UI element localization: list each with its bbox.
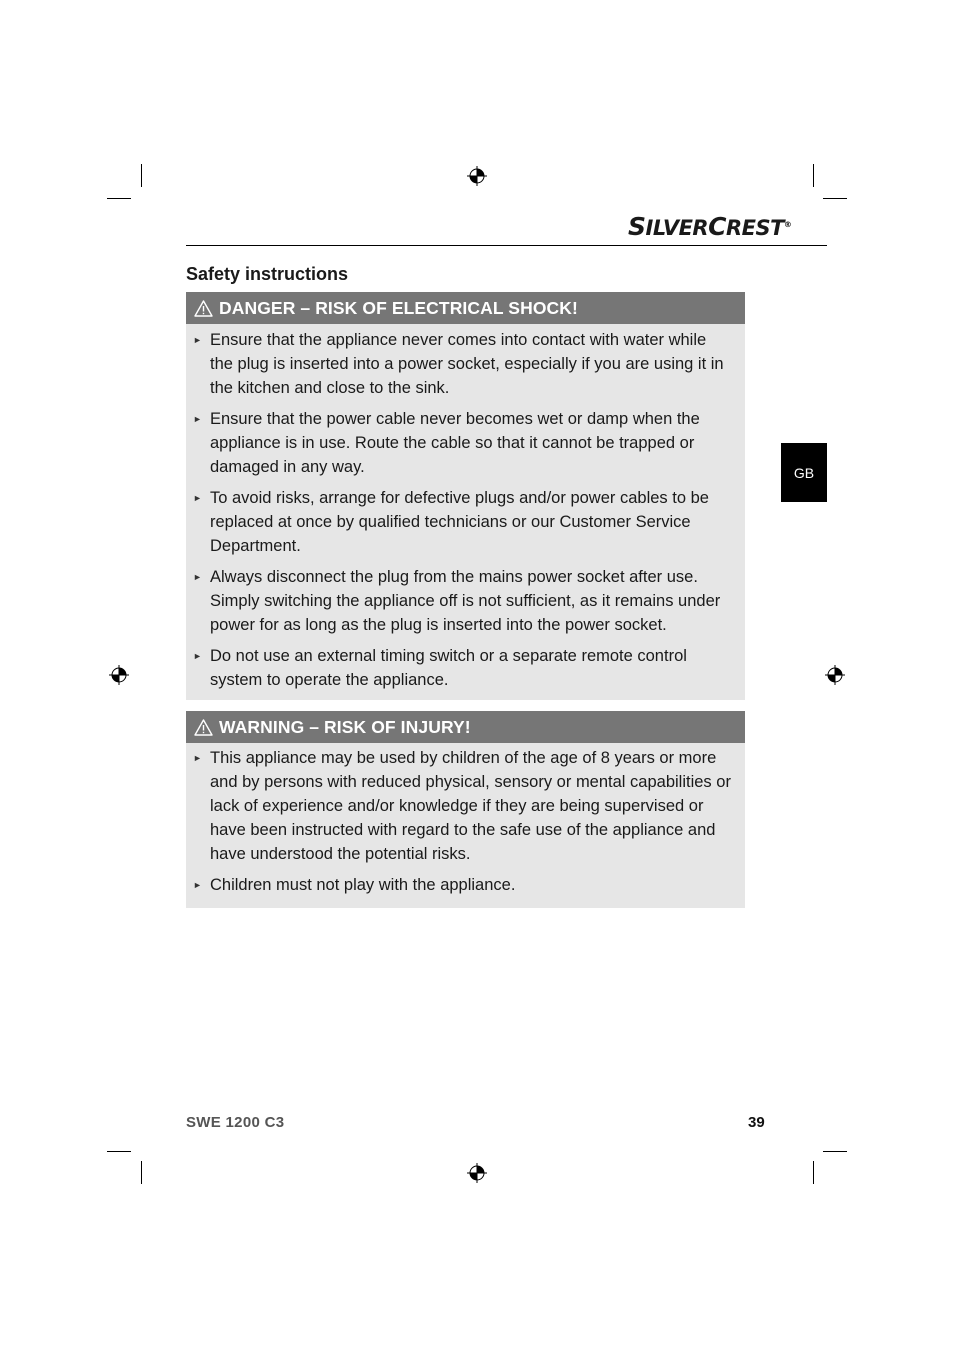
registration-mark-icon (467, 1163, 487, 1183)
list-item: ► Children must not play with the appliance. (186, 873, 731, 897)
brand-logo: SILVERCREST® (628, 212, 792, 241)
registration-mark-icon (109, 665, 129, 685)
list-item: ► This appliance may be used by children of the age of 8 years or more and by persons with reduced physical, sensory or mental capabilities or lack of experience and/or knowledge if they are being supervised or have been instructed with regard to the safe use of the appliance and have understood the potential risks. (186, 746, 731, 866)
crop-mark (813, 164, 814, 187)
registration-mark-icon (825, 665, 845, 685)
triangle-right-icon: ► (193, 335, 202, 345)
registration-mark-icon (467, 166, 487, 186)
triangle-right-icon: ► (193, 414, 202, 424)
warning-box (186, 711, 745, 908)
header-rule (186, 245, 827, 246)
warning-list (186, 711, 731, 904)
section-title: Safety instructions (186, 264, 349, 284)
danger-box (186, 292, 745, 700)
crop-mark (107, 198, 131, 199)
crop-mark (813, 1161, 814, 1184)
crop-mark (141, 164, 142, 187)
list-item: ► To avoid risks, arrange for defective plugs and/or power cables to be replaced at once by qualified technicians or our Customer Service Department. (186, 486, 731, 558)
list-item: ► Do not use an external timing switch or a separate remote control system to operate the appliance. (186, 644, 731, 692)
triangle-right-icon: ► (193, 493, 202, 503)
language-tab: GB (781, 443, 827, 502)
triangle-right-icon: ► (193, 753, 202, 763)
crop-mark (823, 198, 847, 199)
list-item: ► Ensure that the appliance never comes into contact with water while the plug is inserted into a power socket, especially if you are using it in the kitchen and close to the sink. (186, 328, 731, 400)
triangle-right-icon: ► (193, 651, 202, 661)
list-item: ► Ensure that the power cable never becomes wet or damp when the appliance is in use. Route the cable so that it cannot be trapped or damaged in any way. (186, 407, 731, 479)
crop-mark (141, 1161, 142, 1184)
triangle-right-icon: ► (193, 572, 202, 582)
page-number: 39 (748, 1114, 765, 1131)
crop-mark (107, 1151, 131, 1152)
triangle-right-icon: ► (193, 880, 202, 890)
danger-box-title: DANGER – RISK OF ELECTRICAL SHOCK! (219, 297, 578, 318)
danger-list (186, 292, 731, 699)
warning-box-title: WARNING – RISK OF INJURY! (219, 716, 471, 737)
crop-mark (823, 1151, 847, 1152)
list-item: ► Always disconnect the plug from the mains power socket after use. Simply switching the appliance off is not sufficient, as it remains under power for as long as the plug is inserted into the power socket. (186, 565, 731, 637)
footer-model: SWE 1200 C3 (186, 1114, 285, 1131)
